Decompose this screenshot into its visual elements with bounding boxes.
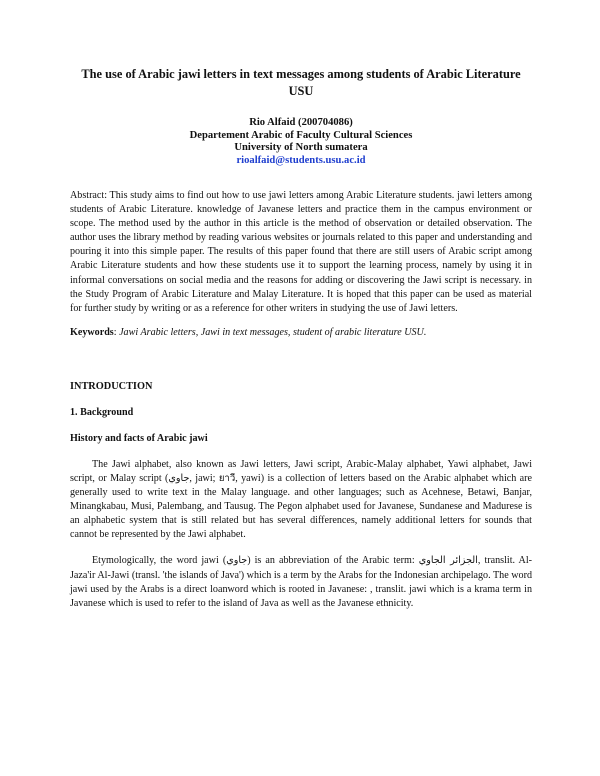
- para1-text-b: , jawi;: [189, 472, 219, 484]
- para2-arabic-term: الجزائر الجاوي: [418, 555, 478, 567]
- para1-thai-yawi: ยาวี: [218, 472, 236, 484]
- para1-text-a: The Jawi alphabet, also known as Jawi letters, Jawi script, Arabic-Malay alphabet, Yawi alphabet, Jawi script, or Malay script (: [70, 458, 532, 484]
- author-department: Departement Arabic of Faculty Cultural Sciences: [189, 129, 413, 141]
- para2-text-b: ) is an abbreviation of the Arabic term:: [247, 555, 419, 567]
- abstract-text: : This study aims to find out how to use jawi letters among Arabic Literature students. jawi letters among students of Arabic Literature. knowledge of Javanese letters and practice them in the campus environment or scope. The method used by the author in this article is the method of observation or detailed observation. The author uses the library method by reading various websites or journals related to this paper and understanding and pouring it into this simple paper. The results of this paper found that there are still users of Arabic script among Arabic Literature students and how these students use it to support the learning process, namely by using it in informal conversations on social media and the reasons for adding or discovering the Jawi script is necessary. in the Study Program of Arabic Literature and Malay Literature. It is hoped that this paper can be used as material for further study by writing or as a reference for other writers in studying the use of Jawi letters.: [70, 190, 532, 314]
- para1-arabic-jawi: جاوي: [168, 472, 190, 484]
- para2-text-c: , translit. Al-Jaza'ir Al-Jawi (transl. 'the islands of Java') which is a term by the Arabs for the Indonesian archipelago. The word jawi used by the Arabs is a direct loanword which is rooted in Javanese: , translit. jawi which is a krama term in Javanese which is used to refer to the island of Java as well as the Javanese ethnicity.: [70, 555, 533, 609]
- keywords-line: [70, 326, 532, 340]
- section-heading-background: 1. Background: [70, 406, 134, 418]
- para1-text-c: , yawi) is a collection of letters based on the Arabic alphabet which are generally used to write text in the Malay language. and other languages; such as Acehnese, Betawi, Banjar, Minangkabau, Musi, Palembang, and Tausug. The Pegon alphabet used for Javanese, Sundanese and Madurese is an alphabetic system that is still related but has several differences, namely additional letters for sounds that cannot be represented by the Jawi alphabet.: [70, 472, 532, 541]
- para2-text-a: Etymologically, the word jawi (: [92, 555, 227, 567]
- body-paragraph-etymology: [70, 554, 532, 610]
- author-email-link[interactable]: rioalfaid@students.usu.ac.id: [236, 154, 366, 166]
- paper-page: [70, 66, 532, 623]
- section-heading-introduction: INTRODUCTION: [70, 380, 153, 392]
- section-heading-history: History and facts of Arabic jawi: [70, 432, 208, 444]
- abstract-paragraph: [70, 189, 532, 316]
- author-university: University of North sumatera: [234, 142, 368, 153]
- paper-title: The use of Arabic jawi letters in text messages among students of Arabic Literature USU: [81, 67, 521, 98]
- para2-arabic-jawi: جاوي: [226, 555, 248, 567]
- keywords-text: Jawi Arabic letters, Jawi in text messages, student of arabic literature USU.: [119, 326, 427, 338]
- body-paragraph-jawi-alphabet: [70, 458, 532, 543]
- keywords-label: Keywords: [70, 326, 114, 338]
- abstract-label: Abstract: [70, 190, 105, 201]
- author-block: [70, 117, 532, 167]
- author-name: Rio Alfaid (200704086): [249, 117, 353, 128]
- keywords-separator: :: [113, 326, 120, 338]
